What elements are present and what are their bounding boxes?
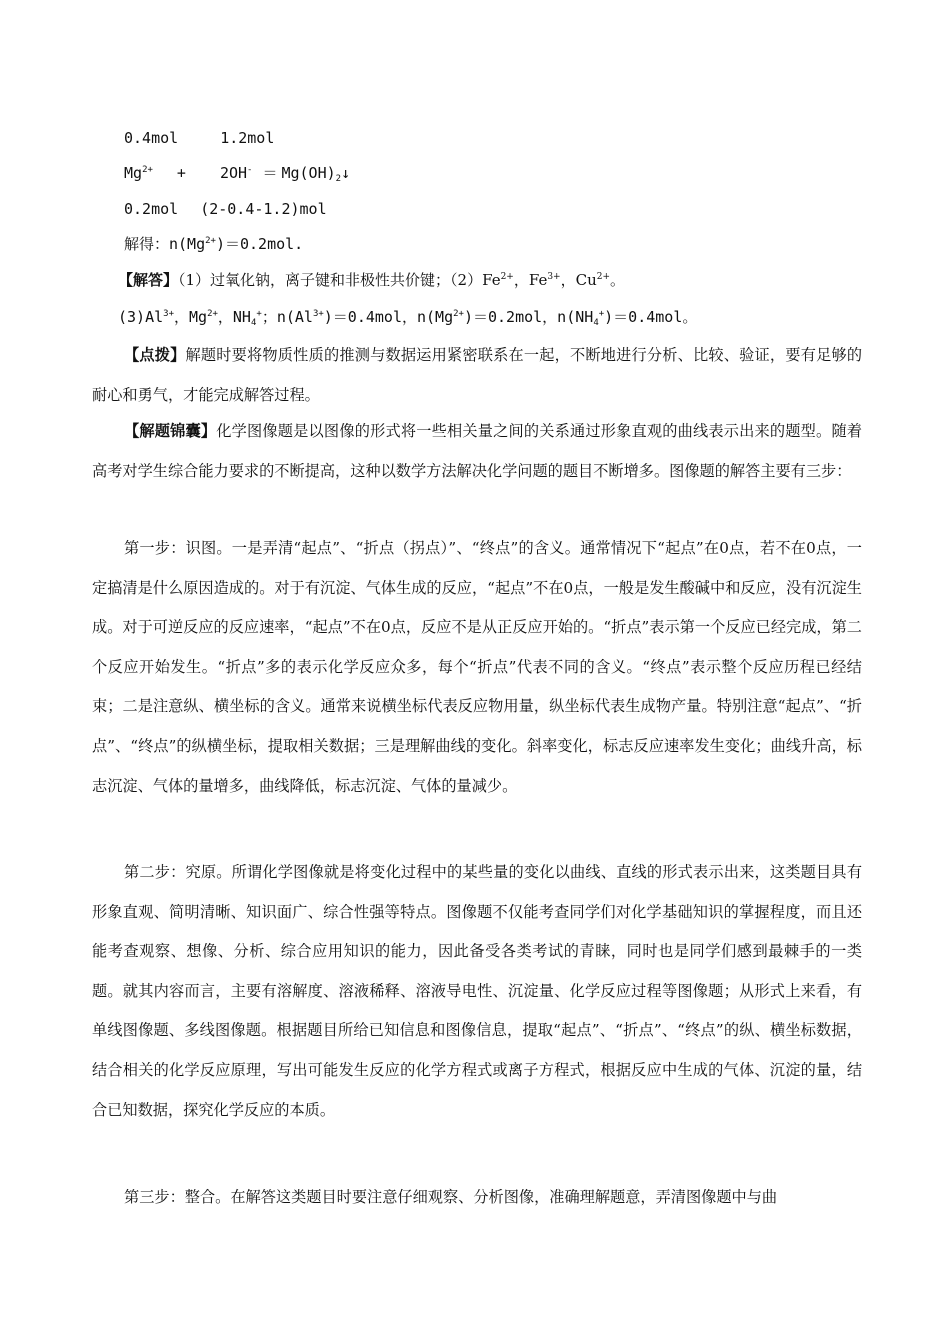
product: Mg(OH) <box>281 164 336 182</box>
subscript: 4 <box>250 318 257 328</box>
ion-charge: 3+ <box>163 309 174 319</box>
ion-charge: 3+ <box>312 309 324 319</box>
ion-mg: Mg <box>124 164 143 182</box>
equation-row <box>124 163 350 183</box>
ion-charge: 2+ <box>453 309 464 319</box>
answer-text: 。 <box>610 271 626 289</box>
precipitate-arrow: ↓ <box>341 164 351 182</box>
tips-label: 【解题锦囊】 <box>124 422 217 440</box>
ion-charge: + <box>598 309 605 319</box>
solve-text: )＝0.2mol. <box>215 235 304 253</box>
subscript: 2 <box>335 174 342 184</box>
answer-text: （1）过氧化钠，离子键和非极性共价键；（2）Fe <box>178 271 501 289</box>
step2-paragraph: 第二步：究原。所谓化学图像就是将变化过程中的某些量的变化以曲线、直线的形式表示出来，这类题目具有形象直观、简明清晰、知识面广、综合性强等特点。图像题不仅能考查同学们对化学基础知识的掌握程度，而且还能考查观察、想像、分析、综合应用知识的能力，因此备受各类考试的青睐，同时也是同学们感到最棘手的一类题。就其内容而言，主要有溶解度、溶液稀释、溶液导电性、沉淀量、化学反应过程等图像题；从形式上来看，有单线图像题、多线图像题。根据题目所给已知信息和图像信息，提取“起点”、“折点”、“终点”的纵、横坐标数据，结合相关的化学反应原理，写出可能发生反应的化学方程式或离子方程式，根据反应中生成的气体、沉淀的量，结合已知数据，探究化学反应的本质。 <box>92 863 862 1119</box>
answer-text: ，Fe <box>513 271 548 289</box>
ion-charge: + <box>256 309 262 319</box>
hint-text: 解题时要将物质性质的推测与数据运用紧密联系在一起，不断地进行分析、比较、验证，要有足够的耐心和勇气，才能完成解答过程。 <box>92 346 863 404</box>
answer-label: 【解答】 <box>118 271 179 289</box>
solve-line <box>124 234 303 254</box>
calc-value: 0.4mol <box>124 129 179 147</box>
ion-charge: 2+ <box>596 272 611 282</box>
ion-charge: 3+ <box>547 272 561 282</box>
tips-text: 化学图像题是以图像的形式将一些相关量之间的关系通过形象直观的曲线表示出来的题型。随着高考对学生综合能力要求的不断提高，这种以数学方法解决化学问题的题目不断增多。图像题的解答主要有三步： <box>92 422 863 480</box>
plus-sign: + <box>176 164 186 182</box>
hint-paragraph <box>92 336 862 415</box>
answer-text: ，Cu <box>560 271 597 289</box>
answer-text: (3)Al <box>118 308 164 326</box>
ion-charge: 2+ <box>207 309 218 319</box>
tips-paragraph <box>92 412 862 491</box>
ion-oh: 2OH <box>219 164 248 182</box>
subscript: 4 <box>593 318 599 328</box>
calc-value: (2-0.4-1.2)mol <box>200 200 327 218</box>
ion-charge: - <box>247 165 253 175</box>
answer-text: ，Mg <box>174 308 208 326</box>
answer-line-1 <box>118 270 625 290</box>
ion-charge: 2+ <box>205 236 216 246</box>
step3-paragraph: 第三步：整合。在解答这类题目时要注意仔细观察、分析图像，准确理解题意，弄清图像题中与曲 <box>124 1188 778 1206</box>
answer-text: )＝0.4mol，n(Mg <box>323 308 454 326</box>
answer-text: )＝0.2mol，n(NH <box>463 308 594 326</box>
answer-text: )＝0.4mol。 <box>604 308 698 326</box>
solve-text: 解得：n(Mg <box>124 235 206 253</box>
answer-line-2 <box>118 307 697 327</box>
ion-charge: 2+ <box>142 165 153 175</box>
step1-paragraph: 第一步：识图。一是弄清“起点”、“折点（拐点）”、“终点”的含义。通常情况下“起点”在0点，若不在0点，一定搞清是什么原因造成的。对于有沉淀、气体生成的反应，“起点”不在0点，一般是发生酸碱中和反应，没有沉淀生成。对于可逆反应的反应速率，“起点”不在0点，反应不是从正反应开始的。“折点”表示第一个反应已经完成，第二个反应开始发生。“折点”多的表示化学反应众多，每个“折点”代表不同的含义。“终点”表示整个反应历程已经结束；二是注意纵、横坐标的含义。通常来说横坐标代表反应物用量，纵坐标代表生成物产量。特别注意“起点”、“折点”、“终点”的纵横坐标，提取相关数据；三是理解曲线的变化。斜率变化，标志反应速率发生变化；曲线升高，标志沉淀、气体的量增多，曲线降低，标志沉淀、气体的量减少。 <box>92 539 862 795</box>
calc-row-3 <box>124 199 327 219</box>
calc-row-1 <box>124 128 274 148</box>
equals-sign: ＝ <box>262 164 278 182</box>
answer-text: ；n(Al <box>261 308 313 326</box>
calc-value: 0.2mol <box>124 200 179 218</box>
answer-text: ，NH <box>217 308 251 326</box>
ion-charge: 2+ <box>500 272 514 282</box>
hint-label: 【点拨】 <box>124 346 186 364</box>
calc-value: 1.2mol <box>220 129 275 147</box>
